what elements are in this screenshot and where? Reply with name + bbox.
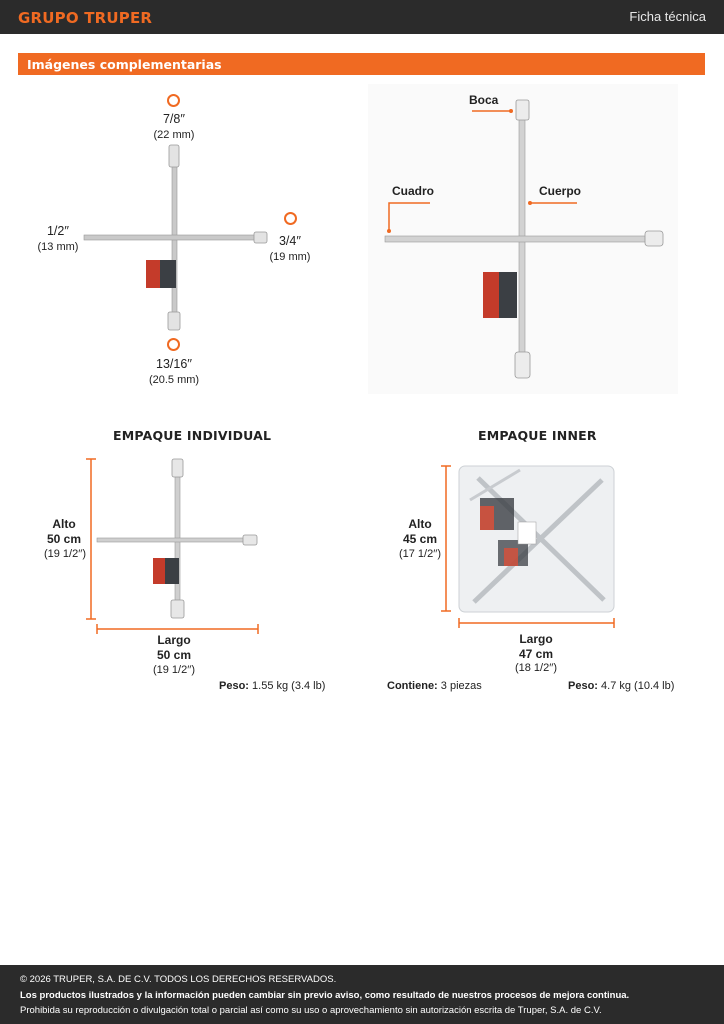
size-top: 7/8′′ xyxy=(162,112,186,126)
size-left-mm: (13 mm) xyxy=(37,241,79,253)
size-right: 3/4′′ xyxy=(278,234,302,248)
footer-notice: Los productos ilustrados y la información pueden cambiar sin previo aviso, como resultado de nuestros procesos de mejora continua. xyxy=(20,990,630,1001)
individual-peso-label: Peso: xyxy=(219,680,249,692)
inner-package-title: EMPAQUE INNER xyxy=(478,428,597,443)
individual-largo-in: (19 1/2′′) xyxy=(152,664,196,676)
size-left: 1/2′′ xyxy=(46,224,70,238)
individual-alto-label: Alto xyxy=(52,517,76,531)
individual-peso-value: 1.55 kg (3.4 lb) xyxy=(252,680,326,692)
inner-contiene-label: Contiene: xyxy=(387,680,438,692)
inner-alto-in: (17 1/2′′) xyxy=(398,548,442,560)
individual-largo-value: 50 cm xyxy=(156,648,192,662)
inner-alto-value: 45 cm xyxy=(402,532,438,546)
individual-package-title: EMPAQUE INDIVIDUAL xyxy=(113,428,272,443)
individual-alto-value: 50 cm xyxy=(46,532,82,546)
part-label-cuadro: Cuadro xyxy=(392,184,434,198)
inner-weight xyxy=(568,680,674,692)
section-title: Imágenes complementarias xyxy=(27,57,222,72)
inner-largo-in: (18 1/2′′) xyxy=(514,662,558,674)
inner-peso-label: Peso: xyxy=(568,680,598,692)
part-label-cuerpo: Cuerpo xyxy=(539,184,581,198)
inner-contents xyxy=(387,680,482,692)
inner-largo-label: Largo xyxy=(519,632,553,646)
footer-copyright: © 2026 TRUPER, S.A. DE C.V. TODOS LOS DERECHOS RESERVADOS. xyxy=(20,974,337,985)
part-label-boca: Boca xyxy=(469,93,499,107)
inner-peso-value: 4.7 kg (10.4 lb) xyxy=(601,680,675,692)
size-bottom-mm: (20.5 mm) xyxy=(148,374,200,386)
size-right-mm: (19 mm) xyxy=(269,251,311,263)
brand-logo: GRUPO TRUPER xyxy=(18,9,153,27)
inner-largo-value: 47 cm xyxy=(518,647,554,661)
document-type: Ficha técnica xyxy=(629,9,706,24)
footer-prohibition: Prohibida su reproducción o divulgación total o parcial así como su uso o aprovechamiento sin autorización escrita de Truper, S.A. de C.V. xyxy=(20,1005,602,1016)
footer xyxy=(0,965,724,1024)
individual-largo-label: Largo xyxy=(157,633,191,647)
inner-alto-label: Alto xyxy=(408,517,432,531)
inner-contiene-value: 3 piezas xyxy=(440,680,482,692)
size-top-mm: (22 mm) xyxy=(153,129,195,141)
individual-alto-in: (19 1/2′′) xyxy=(43,548,87,560)
size-bottom: 13/16′′ xyxy=(156,357,192,371)
